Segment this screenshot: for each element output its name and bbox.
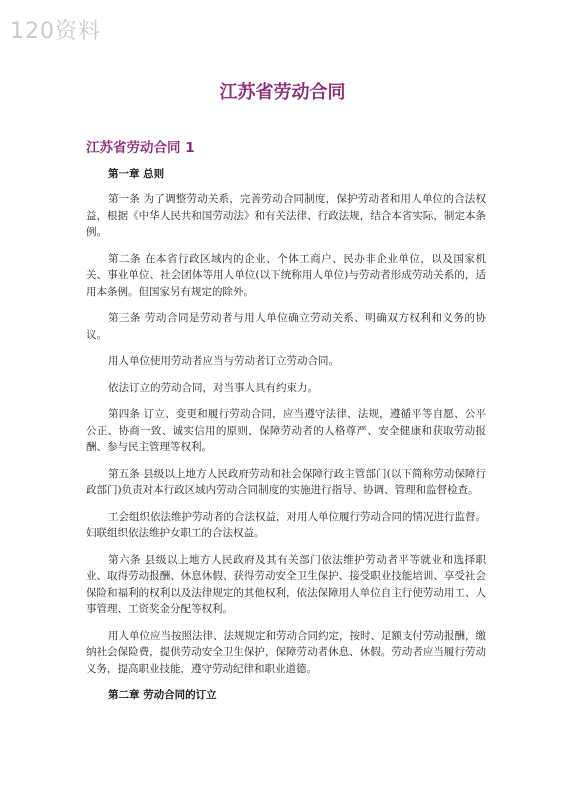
paragraph-article-3-cont-1: 用人单位使用劳动者应当与劳动者订立劳动合同。 xyxy=(108,355,339,367)
chapter-heading-2: 第二章 劳动合同的订立 xyxy=(108,689,217,701)
document-body xyxy=(86,166,486,712)
paragraph-article-5-cont: 工会组织依法维护劳动者的合法权益，对用人单位履行劳动合同的情况进行监督。妇联组织依法维护女职工的合法权益。 xyxy=(86,510,486,539)
paragraph-article-3-cont-2: 依法订立的劳动合同，对当事人具有约束力。 xyxy=(108,381,318,394)
watermark-logo: 120资料 xyxy=(10,19,101,44)
paragraph-article-6-cont: 用人单位应当按照法律、法规规定和劳动合同约定，按时、足额支付劳动报酬，缴纳社会保险费，提供劳动安全卫生保护，保障劳动者休息、休假。劳动者应当履行劳动义务，提高职业技能，遵守劳动纪律和职业道德。 xyxy=(86,629,486,675)
paragraph-article-4: 第四条 订立、变更和履行劳动合同，应当遵守法律、法规，遵循平等自愿、公平公正、协商一致、诚实信用的原则，保障劳动者的人格尊严、安全健康和获取劳动报酬、参与民主管理等权利。 xyxy=(86,408,486,453)
chapter-heading-1: 第一章 总则 xyxy=(108,168,165,180)
paragraph-article-2: 第二条 在本省行政区域内的企业、个体工商户、民办非企业单位，以及国家机关、事业单位、社会团体等用人单位(以下统称用人单位)与劳动者形成劳动关系的，适用本条例。但国家另有规定的除外。 xyxy=(86,252,486,298)
paragraph-article-5: 第五条 县级以上地方人民政府劳动和社会保障行政主管部门(以下简称劳动保障行政部门)负责对本行政区域内劳动合同制度的实施进行指导、协调、管理和监督检查。 xyxy=(86,467,486,496)
paragraph-article-1: 第一条 为了调整劳动关系，完善劳动合同制度，保护劳动者和用人单位的合法权益，根据《中华人民共和国劳动法》和有关法律、行政法规，结合本省实际，制定本条例。 xyxy=(86,193,486,238)
paragraph-article-6: 第六条 县级以上地方人民政府及其有关部门依法维护劳动者平等就业和选择职业、取得劳动报酬、休息休假、获得劳动安全卫生保护、接受职业技能培训、享受社会保险和福利的权利以及法律规定的其他权利，依法保障用人单位自主行使劳动用工、人事管理、工资奖金分配等权利。 xyxy=(86,553,486,615)
section-heading: 江苏省劳动合同 1 xyxy=(86,140,195,156)
document-title: 江苏省劳动合同 xyxy=(219,82,346,103)
paragraph-article-3: 第三条 劳动合同是劳动者与用人单位确立劳动关系、明确双方权利和义务的协议。 xyxy=(86,312,486,341)
